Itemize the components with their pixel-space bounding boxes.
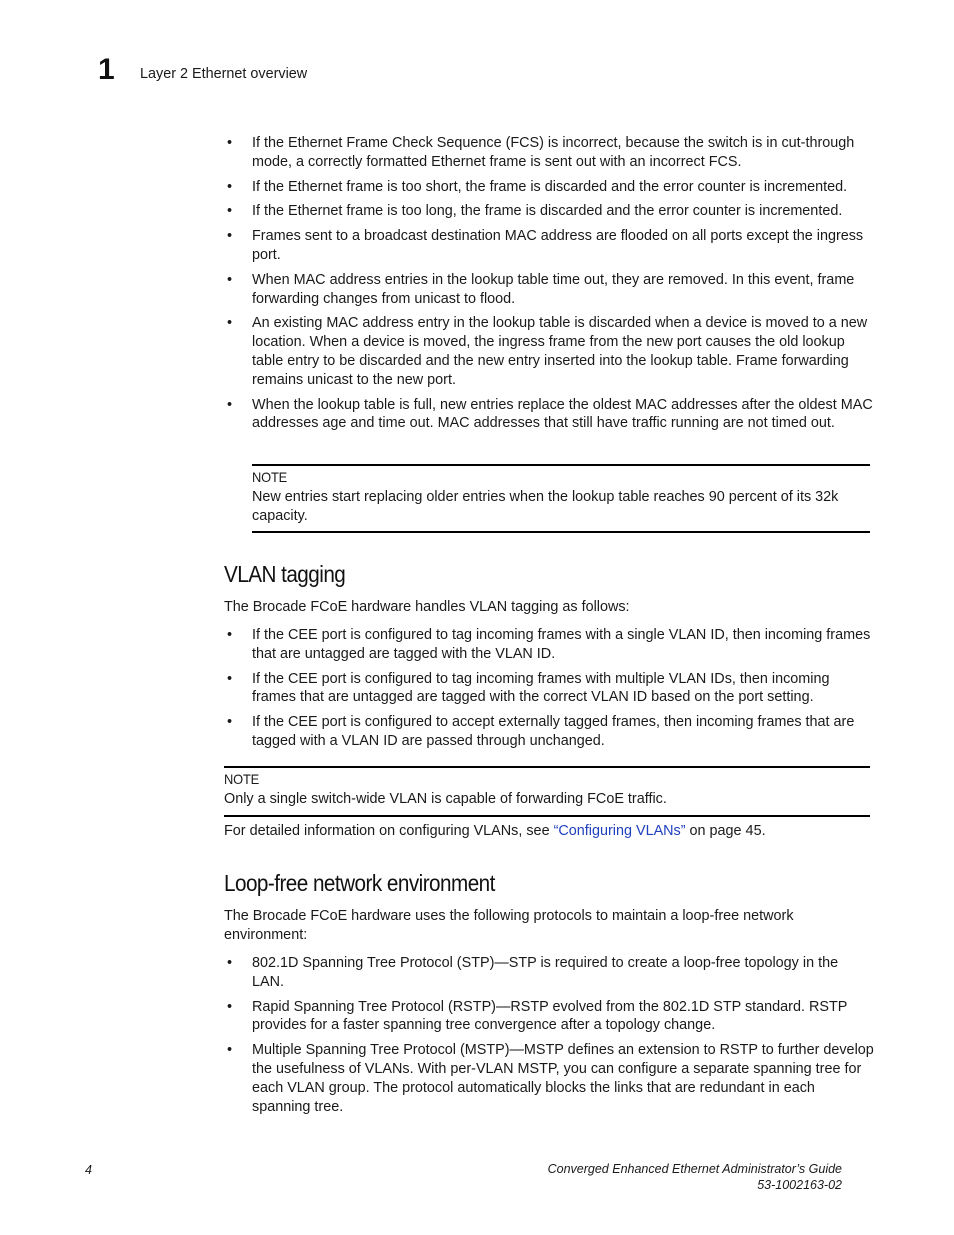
list-item: • If the Ethernet Frame Check Sequence (FCS) is incorrect, because the switch is in cut-through mode, a correctly formatted Ethernet frame is sent out with an incorrect FCS. (227, 135, 855, 170)
bullet-icon: • (227, 396, 233, 413)
section-heading-loop-free: Loop-free network environment (224, 870, 495, 896)
list-item: • If the Ethernet frame is too short, the frame is discarded and the error counter is incremented. (227, 178, 848, 195)
bullet-icon: • (227, 714, 233, 731)
list-item: • Multiple Spanning Tree Protocol (MSTP)—MSTP defines an extension to RSTP to further develop the usefulness of VLANs. With per-VLAN MSTP, you can configure a separate spanning tree for each VLAN group. The protocol automatically blocks the links that are redundant in each spanning tree. (227, 1042, 874, 1115)
note-text: New entries start replacing older entries when the lookup table reaches 90 percent of its 32k capacity. (252, 488, 839, 524)
chapter-title: Layer 2 Ethernet overview (140, 66, 308, 82)
bullet-icon: • (227, 998, 233, 1015)
list-item: • If the CEE port is configured to accept externally tagged frames, then incoming frames that are tagged with a VLAN ID are passed through unchanged. (227, 714, 855, 749)
list-item: • Rapid Spanning Tree Protocol (RSTP)—RSTP evolved from the 802.1D STP standard. RSTP provides for a faster spanning tree convergence after a topology change. (227, 998, 848, 1034)
note-text: Only a single switch-wide VLAN is capable of forwarding FCoE traffic. (224, 790, 667, 807)
page-number: 4 (85, 1163, 92, 1177)
configuring-vlans-link[interactable]: “Configuring VLANs” (553, 823, 686, 839)
loop-free-intro: The Brocade FCoE hardware uses the following protocols to maintain a loop-free network environment: (224, 908, 794, 943)
bullet-icon: • (227, 135, 233, 151)
bullet-icon: • (227, 203, 233, 220)
list-item: • Frames sent to a broadcast destination MAC address are flooded on all ports except the ingress port. (227, 228, 864, 263)
vlan-intro: The Brocade FCoE hardware handles VLAN tagging as follows: (224, 599, 630, 615)
note-lookup-capacity (252, 464, 870, 533)
list-item: • When the lookup table is full, new entries replace the oldest MAC addresses after the oldest MAC addresses age and time out. MAC addresses that still have traffic running are not timed out. (227, 396, 873, 432)
list-item: • 802.1D Spanning Tree Protocol (STP)—STP is required to create a loop-free topology in the LAN. (227, 955, 839, 990)
vlan-tagging-list (224, 626, 874, 757)
list-item: • If the CEE port is configured to tag incoming frames with multiple VLAN IDs, then incoming frames that are untagged are tagged with the correct VLAN ID based on the port setting. (227, 670, 830, 706)
loop-free-protocols-list (224, 954, 874, 1122)
doc-number: 53-1002163-02 (757, 1178, 842, 1192)
guide-title: Converged Enhanced Ethernet Administrator’s Guide (547, 1162, 842, 1176)
note-fcoe-vlan (224, 766, 870, 817)
chapter-number: 1 (98, 53, 115, 86)
frame-rules-list (224, 134, 874, 439)
list-item: • When MAC address entries in the lookup table time out, they are removed. In this event, frame forwarding changes from unicast to flood. (227, 271, 855, 307)
bullet-icon: • (227, 627, 233, 643)
list-item: • If the CEE port is configured to tag incoming frames with a single VLAN ID, then incoming frames that are untagged are tagged with the VLAN ID. (227, 627, 871, 662)
bullet-icon: • (227, 178, 233, 195)
bullet-icon: • (227, 228, 233, 245)
section-heading-vlan-tagging: VLAN tagging (224, 561, 346, 587)
list-item: • An existing MAC address entry in the lookup table is discarded when a device is moved to a new location. When a device is moved, the ingress frame from the new port causes the old lookup table entry to be discarded and the new entry inserted into the lookup table. Frame forwarding remains unicast to the new port. (227, 315, 868, 388)
vlan-reference: For detailed information on configuring VLANs, see “Configuring VLANs” on page 45. (224, 823, 766, 839)
bullet-icon: • (227, 955, 233, 971)
bullet-icon: • (227, 670, 233, 687)
bullet-icon: • (227, 1042, 233, 1059)
note-label: NOTE (252, 469, 288, 485)
note-label: NOTE (224, 771, 260, 787)
bullet-icon: • (227, 271, 233, 288)
footer-doc-info (548, 1161, 842, 1193)
list-item: • If the Ethernet frame is too long, the frame is discarded and the error counter is incremented. (227, 203, 843, 220)
bullet-icon: • (227, 315, 233, 332)
